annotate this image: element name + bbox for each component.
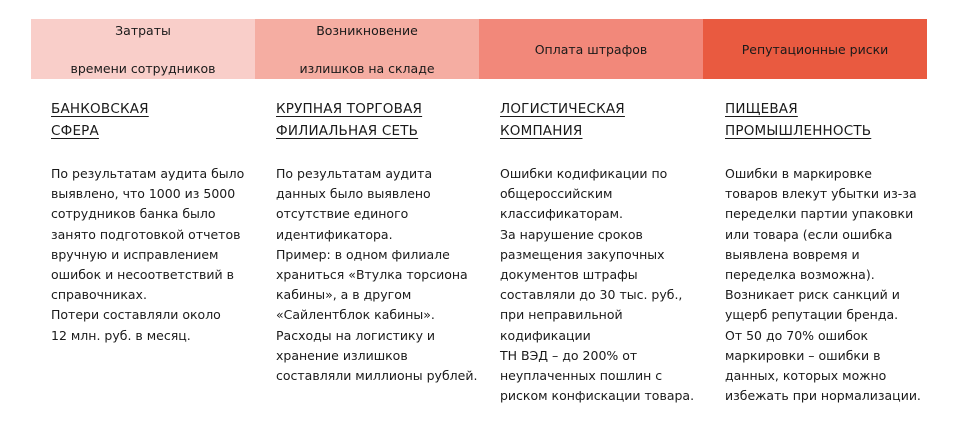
- description-line: переделки партии упаковки: [725, 206, 914, 222]
- description-line: маркировки – ошибки в: [725, 347, 881, 363]
- description-line: занято подготовкой отчетов: [51, 226, 241, 242]
- description-line: справочниках.: [51, 287, 147, 303]
- description-line: Потери составляли около: [51, 307, 221, 323]
- description-line: данных, которых можно: [725, 368, 887, 384]
- description-line: или товара (если ошибка: [725, 226, 893, 242]
- description-line: За нарушение сроков: [500, 226, 643, 242]
- description-line: ошибок и несоответствий в: [51, 267, 234, 283]
- description-line: неуплаченных пошлин с: [500, 368, 663, 384]
- description-line: общероссийским: [500, 186, 613, 202]
- description-line: По результатам аудита было: [51, 166, 245, 181]
- industry-title: [725, 98, 930, 142]
- description-line: храниться «Втулка торсиона: [276, 267, 468, 283]
- description-line: составляли до 30 тыс. руб.,: [500, 287, 683, 303]
- description-line: документов штрафы: [500, 267, 638, 283]
- industry-title-line: ФИЛИАЛЬНАЯ СЕТЬ: [276, 123, 419, 139]
- description-line: По результатам аудита: [276, 166, 433, 181]
- header-employee-time: [31, 19, 255, 79]
- case-logistics: [500, 98, 705, 404]
- description-line: избежать при нормализации.: [725, 388, 921, 404]
- description-line: составляли миллионы рублей.: [276, 368, 478, 384]
- industry-cases: [31, 98, 927, 428]
- industry-title: [276, 98, 481, 142]
- industry-title: [500, 98, 705, 142]
- description-line: классификаторам.: [500, 206, 624, 222]
- case-banking: [51, 98, 256, 343]
- industry-title-line: ЛОГИСТИЧЕСКАЯ: [500, 101, 625, 117]
- header-reputation-risks: [703, 19, 927, 79]
- description-line: вручную и исправлением: [51, 246, 219, 262]
- industry-title-line: КРУПНАЯ ТОРГОВАЯ: [276, 101, 423, 117]
- case-description: [276, 164, 481, 386]
- description-line: товаров влекут убытки из-за: [725, 186, 917, 202]
- header-line: Оплата штрафов: [534, 41, 648, 57]
- description-line: переделка возможна).: [725, 267, 875, 283]
- case-retail-chain: [276, 98, 481, 384]
- industry-title-line: БАНКОВСКАЯ: [51, 101, 149, 117]
- header-line: Затраты: [115, 22, 171, 38]
- description-line: размещения закупочных: [500, 246, 665, 262]
- description-line: Возникает риск санкций и: [725, 287, 900, 303]
- industry-title-line: ПИЩЕВАЯ: [725, 101, 798, 117]
- description-line: ущерб репутации бренда.: [725, 307, 899, 323]
- description-line: 12 млн. руб. в месяц.: [51, 327, 191, 343]
- description-line: при неправильной: [500, 307, 623, 323]
- case-food-industry: [725, 98, 930, 404]
- header-fines: [479, 19, 703, 79]
- description-line: сотрудников банка было: [51, 206, 216, 222]
- description-line: Ошибки кодификации по: [500, 166, 668, 181]
- description-line: кабины», а в другом: [276, 287, 412, 303]
- description-line: От 50 до 70% ошибок: [725, 327, 869, 343]
- description-line: выявлено, что 1000 из 5000: [51, 186, 236, 202]
- case-description: [725, 164, 930, 406]
- description-line: хранение излишков: [276, 347, 408, 363]
- description-line: кодификации: [500, 327, 591, 343]
- description-line: Расходы на логистику и: [276, 327, 436, 343]
- description-line: данных было выявлено: [276, 186, 431, 202]
- description-line: идентификатора.: [276, 226, 393, 242]
- description-line: «Сайлентблок кабины».: [276, 307, 435, 323]
- description-line: выявлена вовремя и: [725, 246, 860, 262]
- header-line: Репутационные риски: [741, 41, 889, 57]
- case-description: [500, 164, 705, 406]
- description-line: риском конфискации товара.: [500, 388, 695, 404]
- description-line: ТН ВЭД – до 200% от: [500, 347, 638, 363]
- description-line: Пример: в одном филиале: [276, 246, 450, 262]
- industry-title-line: СФЕРА: [51, 123, 99, 139]
- header-line: Возникновение: [316, 22, 418, 38]
- description-line: отсутствие единого: [276, 206, 409, 222]
- industry-title-line: КОМПАНИЯ: [500, 123, 583, 139]
- industry-title-line: ПРОМЫШЛЕННОСТЬ: [725, 123, 872, 139]
- header-warehouse-surplus: [255, 19, 479, 79]
- industry-title: [51, 98, 256, 142]
- header-line: времени сотрудников: [70, 60, 216, 76]
- header-line: излишков на складе: [299, 60, 435, 76]
- description-line: Ошибки в маркировке: [725, 166, 872, 181]
- cost-categories-header: [31, 19, 927, 79]
- case-description: [51, 164, 256, 346]
